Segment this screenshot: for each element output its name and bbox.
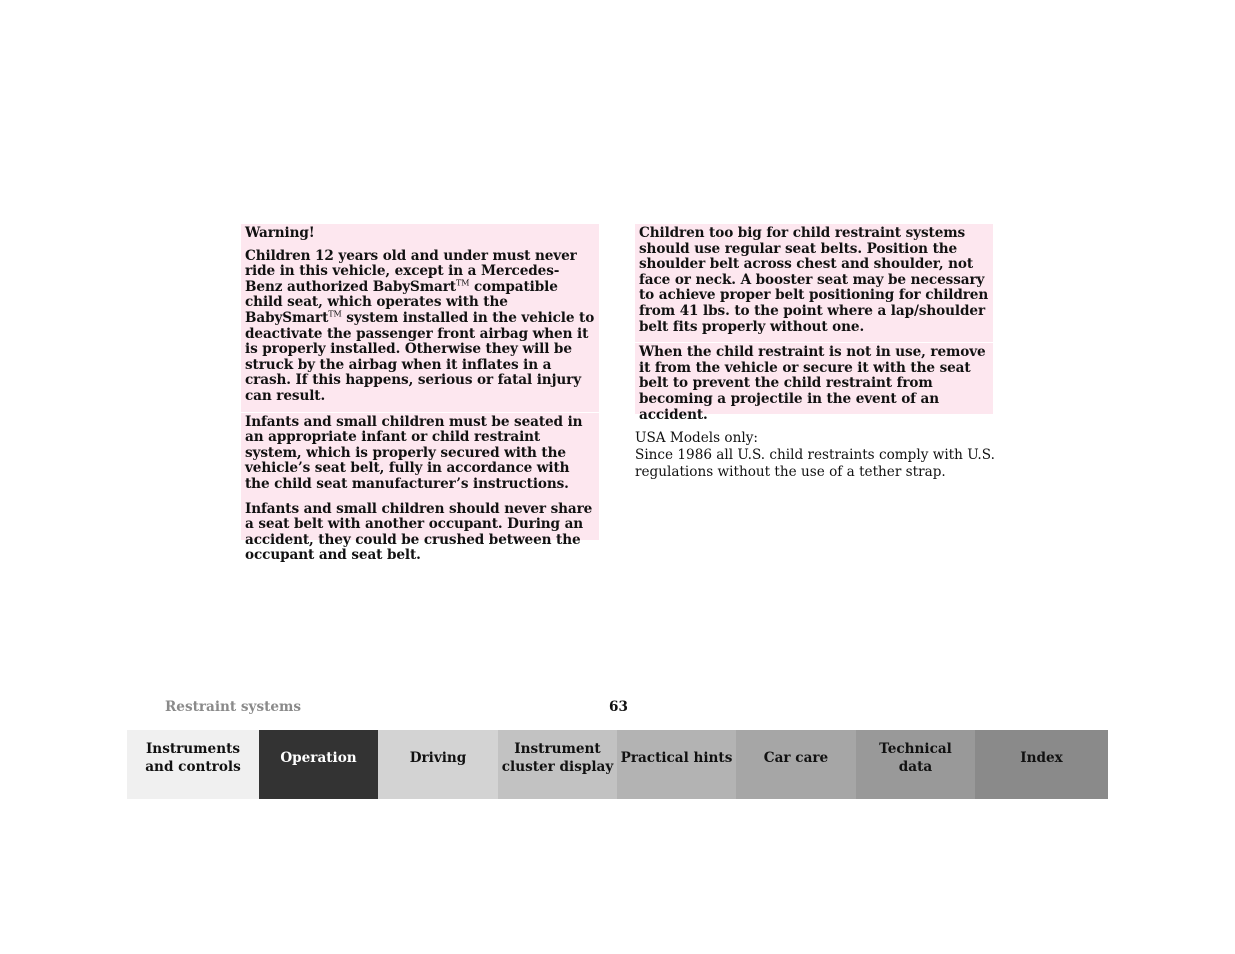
warning-paragraph-older-children: Children too big for child restraint systems should use regular seat belts. Position the shoulder belt across chest and shoulder, not face or neck. A booster seat may be necessary to achieve proper belt positioning for children from 41 lbs. to the point where a lap/shoulder belt fits properly without one. (639, 225, 989, 335)
tab-label: Car care (763, 749, 829, 766)
tab-operation[interactable] (259, 730, 378, 799)
tab-label: Driving (409, 749, 467, 766)
warning-text-part: compatible child seat, which operates with the BabySmart (245, 278, 558, 326)
usa-models-note (635, 430, 995, 481)
warning-box-right (635, 224, 993, 423)
warning-paragraph-babysmart (245, 249, 595, 405)
warning-paragraph-restraint: Infants and small children must be seated in an appropriate infant or child restraint system, which is properly secured with the vehicle’s seat belt, fully in accordance with the child seat manufacturer’s instructions. (245, 413, 583, 492)
tab-label: Index (1020, 749, 1063, 766)
usa-note-body: Since 1986 all U.S. child restraints comply with U.S. regulations without the use of a tether strap. (635, 447, 995, 480)
section-name: Restraint systems (165, 699, 302, 715)
tab-practical-hints[interactable] (617, 730, 736, 799)
trademark-mark: TM (328, 309, 342, 319)
tab-label: Technical data (879, 740, 952, 775)
usa-note-heading: USA Models only: (635, 430, 758, 446)
tab-index[interactable] (975, 730, 1108, 799)
warning-divider (241, 412, 599, 413)
tab-technical-data[interactable] (856, 730, 975, 799)
warning-paragraph-seatbelt: Infants and small children should never share a seat belt with another occupant. During an accident, they could be crushed between the occupant and seat belt. (245, 500, 593, 564)
chapter-navigation-bar (127, 730, 1108, 799)
tab-label: Instrument cluster display (501, 740, 614, 775)
tab-instruments-and-controls[interactable] (127, 730, 259, 799)
tab-label: Instruments and controls (145, 740, 241, 775)
tab-car-care[interactable] (736, 730, 856, 799)
tab-label: Operation (280, 749, 357, 766)
warning-text-part: system installed in the vehicle to deactivate the passenger front airbag when it is properly installed. Otherwise they will be struck by the airbag when it inflates in a crash. If this happens, serious or fatal injury can result. (245, 309, 595, 404)
warning-paragraph-not-in-use: When the child restraint is not in use, remove it from the vehicle or secure it with the seat belt to prevent the child restraint from becoming a projectile in the event of an accident. (639, 344, 986, 423)
warning-box-left (241, 224, 599, 564)
warning-title: Warning! (245, 225, 315, 241)
warning-divider (635, 342, 993, 343)
warning-text-part: Children 12 years old and under must never ride in this vehicle, except in a Mercedes-Benz authorized BabySmart (245, 247, 577, 295)
page-number: 63 (609, 699, 628, 715)
tab-label: Practical hints (620, 749, 733, 766)
tab-driving[interactable] (378, 730, 498, 799)
trademark-mark: TM (455, 278, 470, 288)
tab-instrument-cluster-display[interactable] (498, 730, 617, 799)
